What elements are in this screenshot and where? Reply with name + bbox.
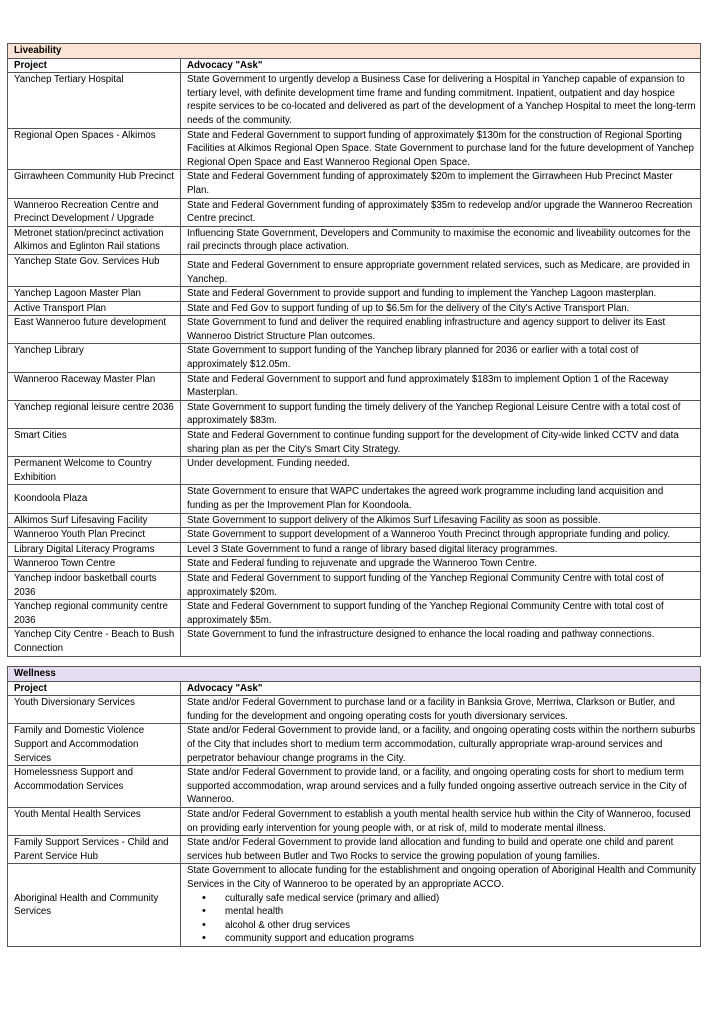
column-header-project: Project (8, 681, 181, 696)
table-row (8, 301, 701, 316)
section-title: Wellness (8, 667, 701, 682)
table-row (8, 600, 701, 628)
table-row (8, 571, 701, 599)
project-cell: Yanchep Library (8, 344, 181, 372)
project-cell: Library Digital Literacy Programs (8, 542, 181, 557)
ask-cell: State and Federal Government funding of approximately $35m to redevelop and/or upgrade the Wanneroo Recreation Centre precinct. (181, 198, 701, 226)
table-row (8, 400, 701, 428)
ask-cell: State and Federal funding to rejuvenate and upgrade the Wanneroo Town Centre. (181, 557, 701, 572)
bullet-list (187, 892, 696, 946)
table-row (8, 836, 701, 864)
project-cell: Yanchep indoor basketball courts 2036 (8, 571, 181, 599)
table-row (8, 170, 701, 198)
project-cell: Aboriginal Health and Community Services (8, 864, 181, 947)
ask-cell: State and/or Federal Government to provide land, or a facility, and ongoing operating costs for short to medium term supported accommodation, wrap around services and a fully funded ongoing assertive outreach service in the City of Wanneroo. (181, 766, 701, 808)
column-header-ask: Advocacy "Ask" (181, 58, 701, 73)
project-cell: Yanchep Tertiary Hospital (8, 73, 181, 128)
ask-cell: State and/or Federal Government to purchase land or a facility in Banksia Grove, Merriwa, Clarkson or Butler, and funding for the development and ongoing operating costs for youth diversionary services. (181, 696, 701, 724)
table-row (8, 457, 701, 485)
ask-cell: State Government to support delivery of the Alkimos Surf Lifesaving Facility as soon as possible. (181, 513, 701, 528)
project-cell: Wanneroo Town Centre (8, 557, 181, 572)
table-row (8, 198, 701, 226)
ask-cell: State Government to support development of a Wanneroo Youth Precinct through appropriate funding and policy. (181, 528, 701, 543)
table-row (8, 864, 701, 947)
table-row (8, 766, 701, 808)
table-row (8, 316, 701, 344)
table-row (8, 628, 701, 656)
ask-cell: State Government to fund the infrastructure designed to enhance the local roading and pathway connections. (181, 628, 701, 656)
project-cell: Homelessness Support and Accommodation Services (8, 766, 181, 808)
ask-cell: State Government to support funding of the Yanchep library planned for 2036 or earlier with a total cost of approximately $12.05m. (181, 344, 701, 372)
table-row (8, 485, 701, 513)
table-row (8, 372, 701, 400)
ask-cell: State Government to ensure that WAPC undertakes the agreed work programme including land acquisition and funding as per the Improvement Plan for Koondoola. (181, 485, 701, 513)
table-row (8, 128, 701, 170)
project-cell: Girrawheen Community Hub Precinct (8, 170, 181, 198)
column-header-ask: Advocacy "Ask" (181, 681, 701, 696)
ask-cell: State Government to support funding the timely delivery of the Yanchep Regional Leisure Centre with a total cost of approximately $83m. (181, 400, 701, 428)
table-row (8, 724, 701, 766)
ask-cell: Influencing State Government, Developers and Community to maximise the economic and liveability outcomes for the rail precincts through place activation. (181, 226, 701, 254)
ask-cell: State and Federal Government to ensure appropriate government related services, such as Medicare, are provided in Yanchep. (181, 254, 701, 286)
list-item: • mental health (187, 905, 696, 919)
list-item: • culturally safe medical service (primary and allied) (187, 892, 696, 906)
project-cell: Wanneroo Youth Plan Precinct (8, 528, 181, 543)
table-row (8, 287, 701, 302)
ask-cell: State and Federal Government to support funding of approximately $130m for the construction of Regional Sporting Facilities at Alkimos Regional Open Space. State Government to purchase land for the future development of Yanchep Regional Open Space and East Wanneroo Regional Open Space. (181, 128, 701, 170)
project-cell: Metronet station/precinct activation Alkimos and Eglinton Rail stations (8, 226, 181, 254)
ask-cell: State and Federal Government to provide support and funding to implement the Yanchep Lagoon masterplan. (181, 287, 701, 302)
ask-cell: State and/or Federal Government to provide land allocation and funding to build and operate one child and parent services hub between Butler and Two Rocks to service the growing population of young families. (181, 836, 701, 864)
project-cell: Yanchep State Gov. Services Hub (8, 254, 181, 286)
table-row (8, 807, 701, 835)
ask-cell (181, 864, 701, 947)
liveability-table (7, 43, 701, 657)
wellness-table (7, 666, 701, 947)
column-header-project: Project (8, 58, 181, 73)
ask-cell: Under development. Funding needed. (181, 457, 701, 485)
ask-cell: State Government to urgently develop a Business Case for delivering a Hospital in Yanchep capable of expansion to tertiary level, with definite development time frame and funding commitment. Inpatient, outpatient and day hospice respite services to be co-located and delivered as part of the development of a Yanchep Hospital to meet the long-term needs of the community. (181, 73, 701, 128)
ask-cell: State and Federal Government funding of approximately $20m to implement the Girrawheen Hub Precinct Master Plan. (181, 170, 701, 198)
ask-cell: Level 3 State Government to fund a range of library based digital literacy programmes. (181, 542, 701, 557)
section-title: Liveability (8, 44, 701, 59)
table-row (8, 542, 701, 557)
table-row (8, 513, 701, 528)
ask-cell: State and/or Federal Government to provide land, or a facility, and ongoing operating costs within the northern suburbs of the City that includes short to medium term accommodation, culturally appropriate wrap-around services and perpetrator behaviour change programs in the City. (181, 724, 701, 766)
project-cell: Yanchep Lagoon Master Plan (8, 287, 181, 302)
project-cell: Wanneroo Raceway Master Plan (8, 372, 181, 400)
table-row (8, 429, 701, 457)
table-row (8, 344, 701, 372)
project-cell: Permanent Welcome to Country Exhibition (8, 457, 181, 485)
table-row (8, 226, 701, 254)
ask-cell: State and Federal Government to continue funding support for the development of City-wide linked CCTV and data sharing plan as per the City's Smart City Strategy. (181, 429, 701, 457)
ask-cell: State Government to fund and deliver the required enabling infrastructure and agency support to deliver its East Wanneroo District Structure Plan outcomes. (181, 316, 701, 344)
ask-cell: State and Federal Government to support funding of the Yanchep Regional Community Centre with total cost of approximately $5m. (181, 600, 701, 628)
ask-text: State Government to allocate funding for the establishment and ongoing operation of Aboriginal Health and Community Services in the City of Wanneroo to be operated by an appropriate ACCO. (187, 865, 696, 890)
project-cell: Yanchep regional community centre 2036 (8, 600, 181, 628)
project-cell: Wanneroo Recreation Centre and Precinct Development / Upgrade (8, 198, 181, 226)
project-cell: Koondoola Plaza (8, 485, 181, 513)
project-cell: Alkimos Surf Lifesaving Facility (8, 513, 181, 528)
table-row (8, 696, 701, 724)
list-item: • community support and education programs (187, 932, 696, 946)
project-cell: Smart Cities (8, 429, 181, 457)
project-cell: East Wanneroo future development (8, 316, 181, 344)
table-row (8, 254, 701, 286)
project-cell: Yanchep City Centre - Beach to Bush Connection (8, 628, 181, 656)
project-cell: Family Support Services - Child and Parent Service Hub (8, 836, 181, 864)
project-cell: Youth Diversionary Services (8, 696, 181, 724)
table-row (8, 73, 701, 128)
project-cell: Regional Open Spaces - Alkimos (8, 128, 181, 170)
ask-cell: State and Federal Government to support funding of the Yanchep Regional Community Centre with total cost of approximately $20m. (181, 571, 701, 599)
project-cell: Yanchep regional leisure centre 2036 (8, 400, 181, 428)
project-cell: Active Transport Plan (8, 301, 181, 316)
table-row (8, 528, 701, 543)
ask-cell: State and Federal Government to support and fund approximately $183m to implement Option 1 of the Raceway Masterplan. (181, 372, 701, 400)
ask-cell: State and/or Federal Government to establish a youth mental health service hub within the City of Wanneroo, focused on providing early intervention for young people with, or at risk of, mild to moderate mental illness. (181, 807, 701, 835)
list-item: • alcohol & other drug services (187, 919, 696, 933)
project-cell: Family and Domestic Violence Support and Accommodation Services (8, 724, 181, 766)
table-row (8, 557, 701, 572)
ask-cell: State and Fed Gov to support funding of up to $6.5m for the delivery of the City's Active Transport Plan. (181, 301, 701, 316)
project-cell: Youth Mental Health Services (8, 807, 181, 835)
